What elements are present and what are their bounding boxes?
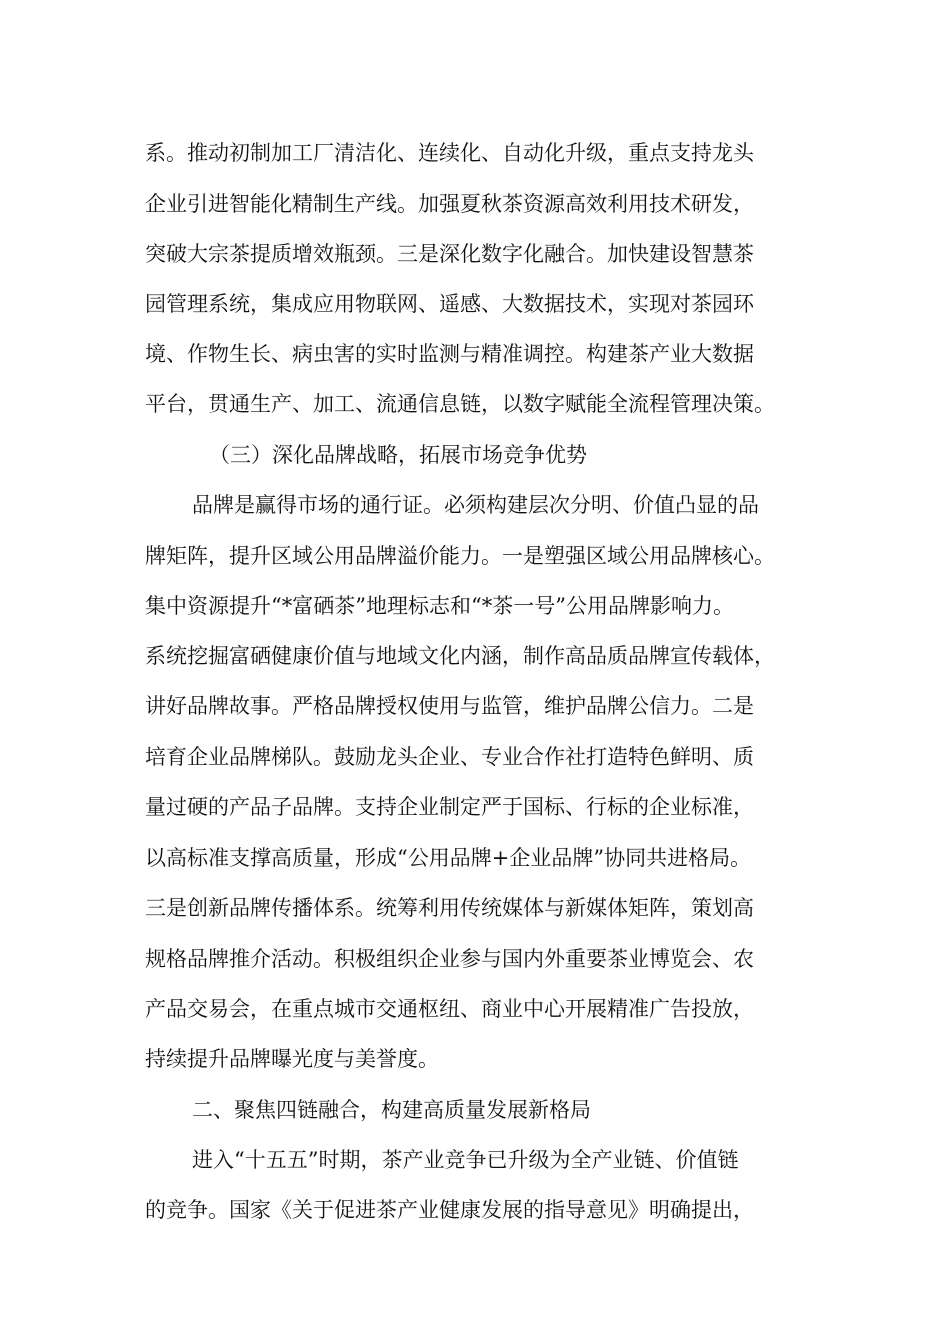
paragraph-line: 讲好品牌故事。严格品牌授权使用与监管，维护品牌公信力。二是	[145, 694, 754, 718]
paragraph-line: 以高标准支撑高质量，形成“公用品牌+企业品牌”协同共进格局。	[145, 846, 752, 870]
paragraph-line: 牌矩阵，提升区域公用品牌溢价能力。一是塑强区域公用品牌核心。	[145, 544, 775, 568]
paragraph-line: 的竞争。国家《关于促进茶产业健康发展的指导意见》明确提出，	[145, 1198, 754, 1222]
paragraph-line: 系统挖掘富硒健康价值与地域文化内涵，制作高品质品牌宣传载体，	[145, 644, 775, 668]
paragraph-line: 园管理系统，集成应用物联网、遥感、大数据技术，实现对茶园环	[145, 292, 754, 316]
paragraph-line: 培育企业品牌梯队。鼓励龙头企业、专业合作社打造特色鲜明、质	[145, 745, 754, 769]
section-heading: （三）深化品牌战略，拓展市场竞争优势	[209, 443, 587, 467]
paragraph-line: 企业引进智能化精制生产线。加强夏秋茶资源高效利用技术研发，	[145, 192, 754, 216]
paragraph-line: 突破大宗茶提质增效瓶颈。三是深化数字化融合。加快建设智慧茶	[145, 242, 754, 266]
paragraph-line: 量过硬的产品子品牌。支持企业制定严于国标、行标的企业标准，	[145, 795, 754, 819]
paragraph-line: 进入“十五五”时期，茶产业竞争已升级为全产业链、价值链	[192, 1148, 739, 1172]
paragraph-line: 持续提升品牌曝光度与美誉度。	[145, 1047, 439, 1071]
chapter-heading: 二、聚焦四链融合，构建高质量发展新格局	[192, 1098, 591, 1122]
paragraph-line: 规格品牌推介活动。积极组织企业参与国内外重要茶业博览会、农	[145, 947, 754, 971]
paragraph-line: 系。推动初制加工厂清洁化、连续化、自动化升级，重点支持龙头	[145, 141, 754, 165]
paragraph-line: 三是创新品牌传播体系。统筹利用传统媒体与新媒体矩阵，策划高	[145, 896, 754, 920]
paragraph-line: 集中资源提升“*富硒茶”地理标志和“*茶一号”公用品牌影响力。	[145, 594, 734, 618]
paragraph-line: 平台，贯通生产、加工、流通信息链，以数字赋能全流程管理决策。	[145, 392, 775, 416]
paragraph-line: 品牌是赢得市场的通行证。必须构建层次分明、价值凸显的品	[192, 493, 759, 517]
paragraph-line: 境、作物生长、病虫害的实时监测与精准调控。构建茶产业大数据	[145, 342, 754, 366]
paragraph-line: 产品交易会，在重点城市交通枢纽、商业中心开展精准广告投放，	[145, 997, 754, 1021]
